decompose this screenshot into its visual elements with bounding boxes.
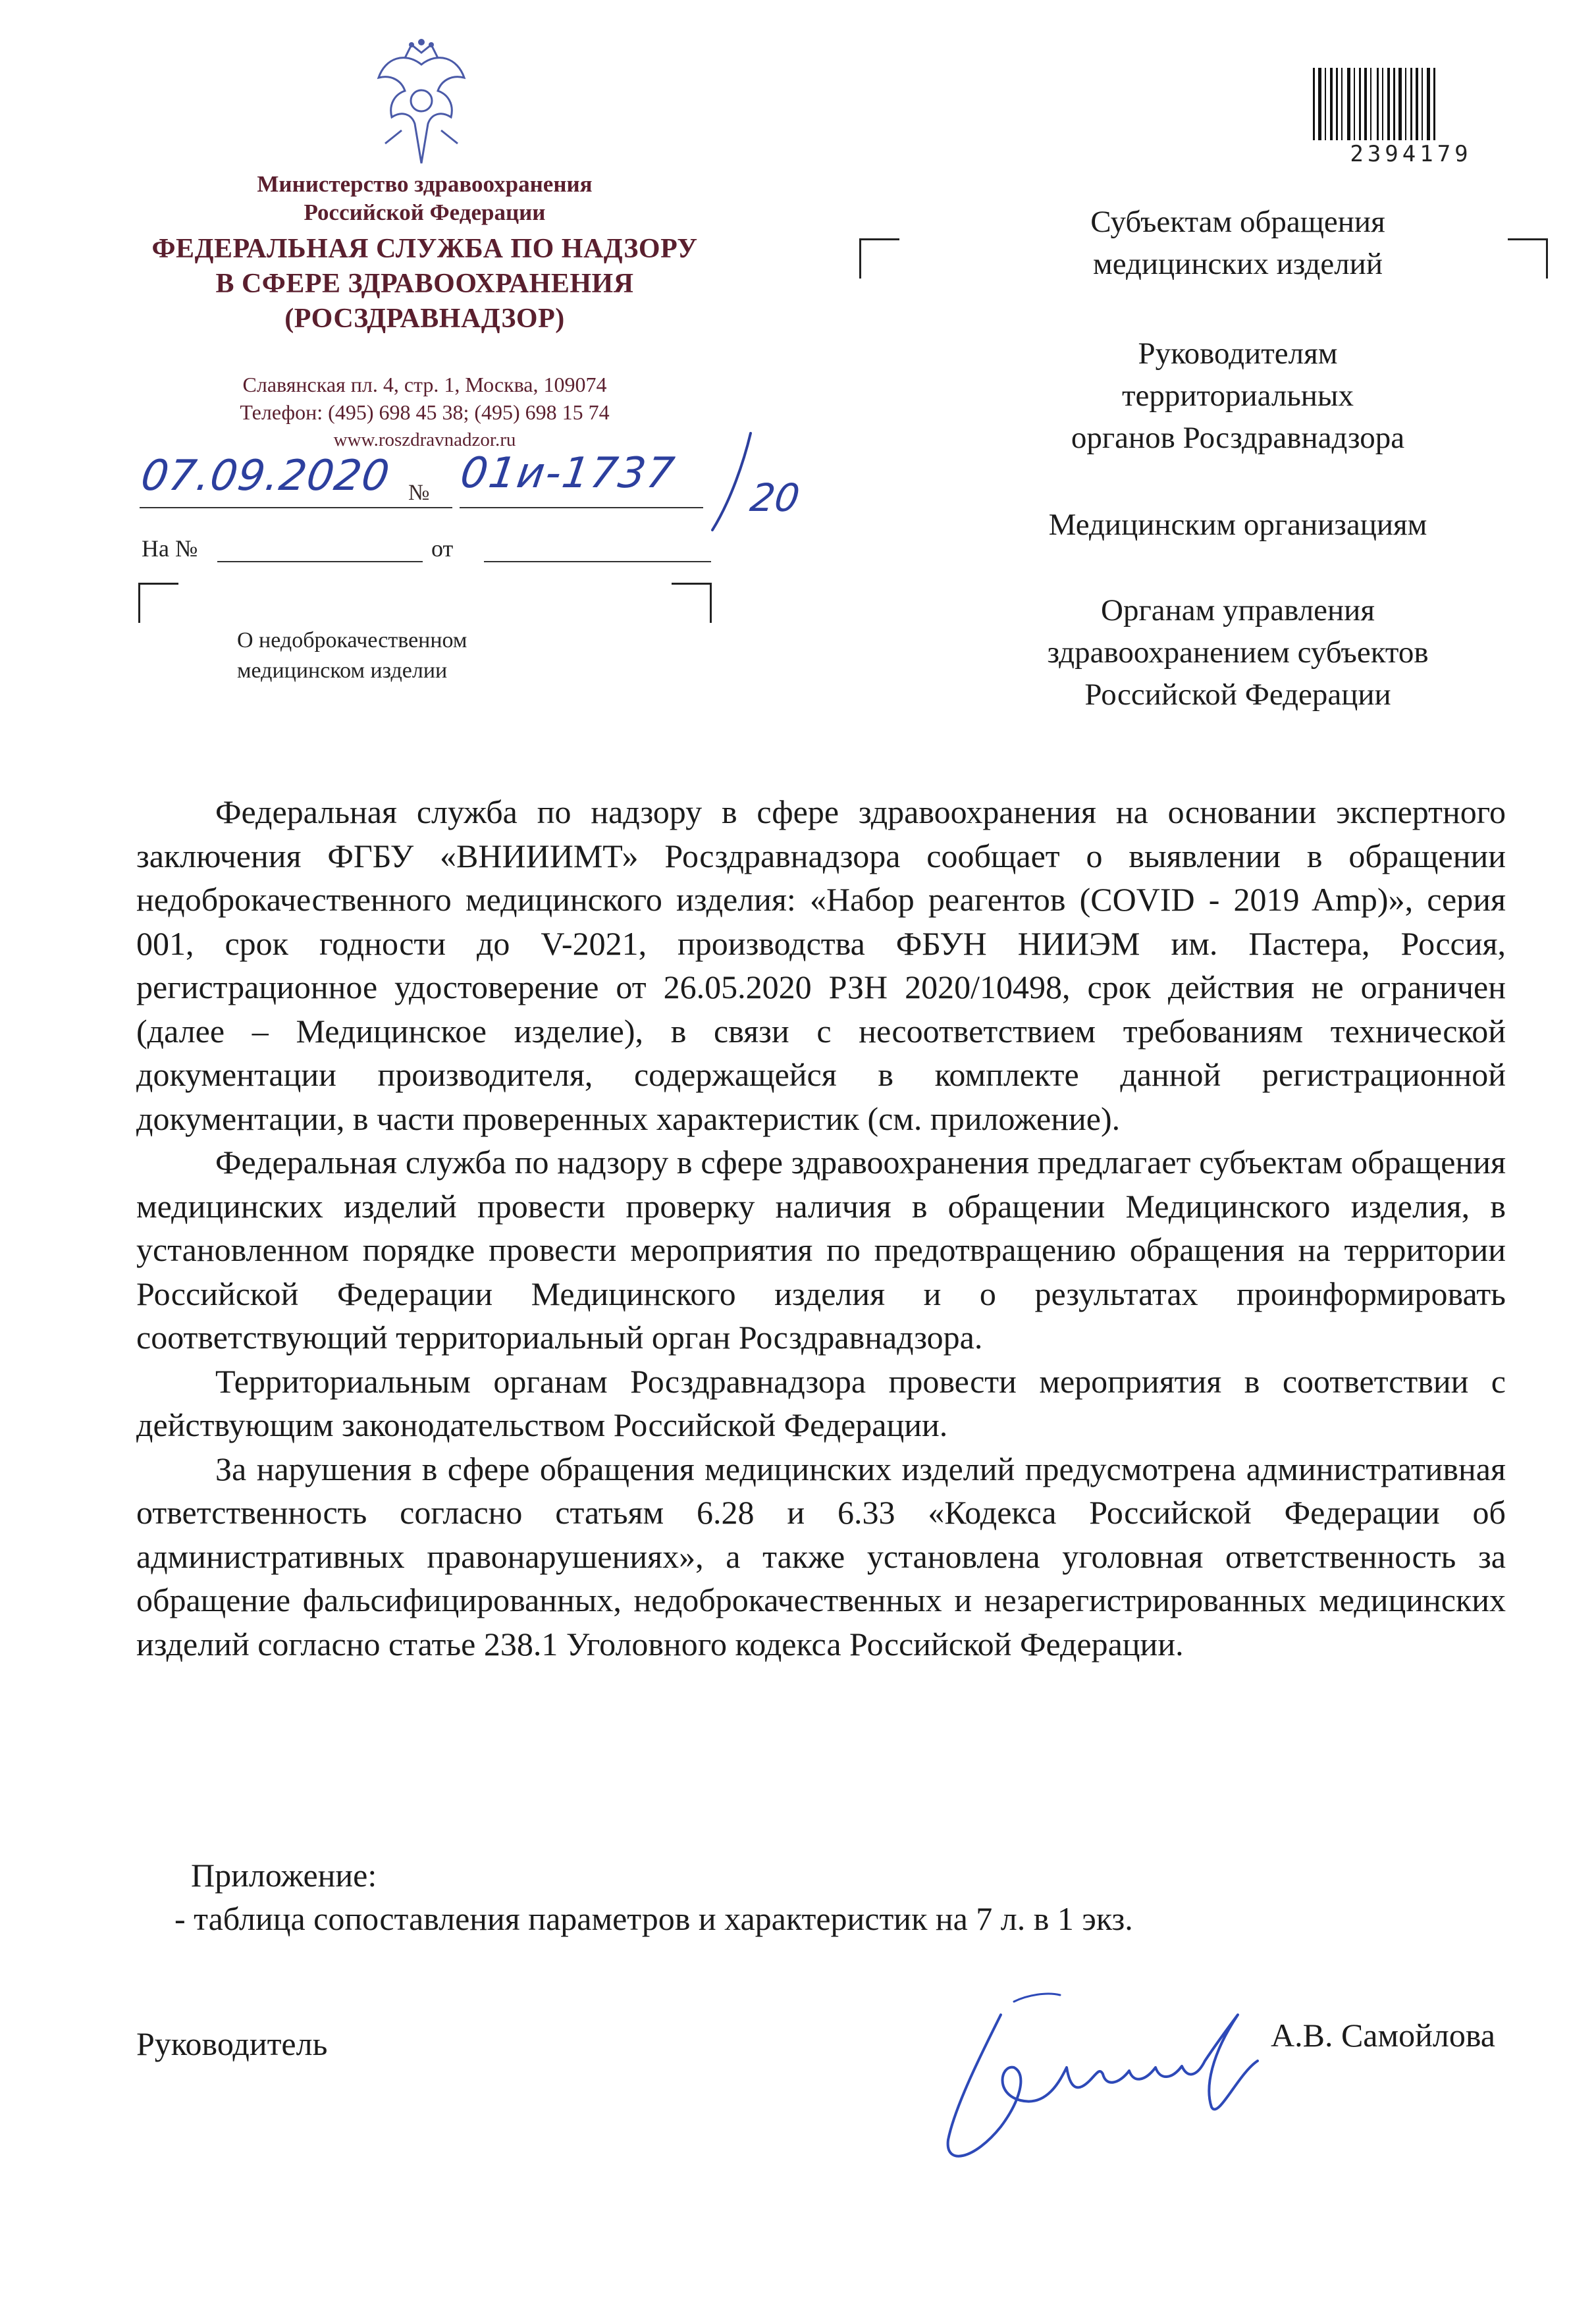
barcode-bar <box>1393 68 1395 140</box>
addressee-line: здравоохранением субъектов <box>1047 635 1429 670</box>
addressee-line: Руководителям <box>1138 336 1338 371</box>
body-paragraph-1: Федеральная служба по надзору в сфере здравоохранения на основании экспертного заключения ФГБУ «ВНИИИМТ» Росздравнадзора сообщает о выявлении в обращении недоброкачественного медицинского изделия: «Набор реагентов (COVID - 2019 Amp)», серия 001, срок годности до V-2021, производства ФБУН НИИЭМ им. Пастера, Россия, регистрационное удостоверение от 26.05.2020 РЗН 2020/10498, срок действия не ограничен (далее – Медицинское изделие), в связи с несоответствием требованиям технической документации производителя, содержащейся в комплекте данной регистрационной документации, в части проверенных характеристик (см. приложение). <box>136 793 1506 1137</box>
body-paragraph-2: Федеральная служба по надзору в сфере здравоохранения предлагает субъектам обращения медицинских изделий провести проверку наличия в обращении Медицинского изделия, в установленном порядке провести мероприятия по предотвращению обращения на территории Российской Федерации Медицинского изделия и о результатах проинформировать соответствующий территориальный орган Росздравнадзора. <box>136 1144 1506 1356</box>
reference-number-label: На № <box>142 535 198 562</box>
handwritten-signature <box>928 1975 1297 2173</box>
registration-number-sign: № <box>408 481 430 505</box>
agency-line-1: ФЕДЕРАЛЬНАЯ СЛУЖБА ПО НАДЗОРУ <box>151 234 698 264</box>
barcode-number: 2394179 <box>1350 141 1472 167</box>
barcode-bar <box>1398 68 1402 140</box>
addressee-line: Медицинским организациям <box>1048 508 1427 542</box>
appendix-item: - таблица сопоставления параметров и характеристик на 7 л. в 1 экз. <box>174 1900 1133 1937</box>
letter-body <box>136 790 1506 1666</box>
agency-name <box>119 232 731 336</box>
barcode-bar <box>1341 68 1343 140</box>
signatory-name: А.В. Самойлова <box>1271 2017 1495 2054</box>
barcode-bar <box>1405 68 1406 140</box>
subject-line-2: медицинском изделии <box>237 658 448 683</box>
registration-date: 07.09.2020 <box>138 452 393 500</box>
barcode-bar <box>1364 68 1367 140</box>
appendix-label: Приложение: <box>191 1857 377 1894</box>
body-paragraph-4: За нарушения в сфере обращения медицинских изделий предусмотрена административная ответственность согласно статьям 6.28 и 6.33 «Кодекса Российской Федерации об административных правонарушениях», а также установлена уголовная ответственность за обращение фальсифицированных, недоброкачественных и незарегистрированных медицинских изделий согласно статье 238.1 Уголовного кодекса Российской Федерации. <box>136 1450 1506 1663</box>
agency-line-2: В СФЕРЕ ЗДРАВООХРАНЕНИЯ <box>215 269 634 299</box>
barcode-bar <box>1382 68 1383 140</box>
barcode-bar <box>1325 68 1326 140</box>
barcode-bar <box>1422 68 1423 140</box>
addressee-line: территориальных <box>1121 379 1354 413</box>
registration-number: 01и-1737 <box>457 449 679 498</box>
barcode-bar <box>1377 68 1379 140</box>
addressee-line: Субъектам обращения <box>1090 205 1385 239</box>
barcode-bar <box>1336 68 1338 140</box>
ministry-line-1: Министерство здравоохранения <box>257 171 593 197</box>
barcode-bar <box>1410 68 1412 140</box>
agency-address: Славянская пл. 4, стр. 1, Москва, 109074 <box>242 373 607 396</box>
barcode-bar <box>1330 68 1333 140</box>
body-paragraph-3: Территориальным органам Росздравнадзора провести мероприятия в соответствии с действующим законодательством Российской Федерации. <box>136 1362 1506 1443</box>
subject-corner-left <box>138 583 178 623</box>
state-emblem-icon <box>365 38 477 170</box>
addressee-line: медицинских изделий <box>1092 247 1383 281</box>
barcode-bar <box>1347 68 1350 140</box>
number-underline <box>460 507 703 508</box>
reference-date-label: от <box>431 535 454 562</box>
barcode-bar <box>1359 68 1361 140</box>
agency-phone: Телефон: (495) 698 45 38; (495) 698 15 74 <box>240 400 610 424</box>
barcode-bar <box>1354 68 1355 140</box>
letter-subject <box>237 626 606 686</box>
ministry-line-2: Российской Федерации <box>304 200 546 225</box>
barcode-bar <box>1433 68 1435 140</box>
agency-website: www.roszdravnadzor.ru <box>333 429 516 450</box>
agency-line-3: (РОСЗДРАВНАДЗОР) <box>284 304 565 334</box>
barcode-bar <box>1313 68 1315 140</box>
barcode-bar <box>1416 68 1418 140</box>
barcode-bar <box>1370 68 1371 140</box>
barcode-bar <box>1427 68 1430 140</box>
barcode-bar <box>1387 68 1390 140</box>
subject-corner-right <box>672 583 712 623</box>
agency-contacts <box>171 371 678 454</box>
addressee-line: органов Росздравнадзора <box>1071 421 1405 455</box>
reference-date-blank <box>484 561 711 562</box>
ministry-name <box>171 170 678 226</box>
registration-number-suffix: 20 <box>747 475 803 520</box>
addressee-line: Органам управления <box>1101 593 1375 627</box>
addressee-line: Российской Федерации <box>1084 678 1391 712</box>
signatory-position: Руководитель <box>136 2025 328 2062</box>
reference-number-blank <box>217 561 423 562</box>
date-underline <box>140 507 452 508</box>
barcode-bar <box>1318 68 1321 140</box>
subject-line-1: О недоброкачественном <box>237 628 467 652</box>
barcode-icon <box>1312 68 1510 146</box>
